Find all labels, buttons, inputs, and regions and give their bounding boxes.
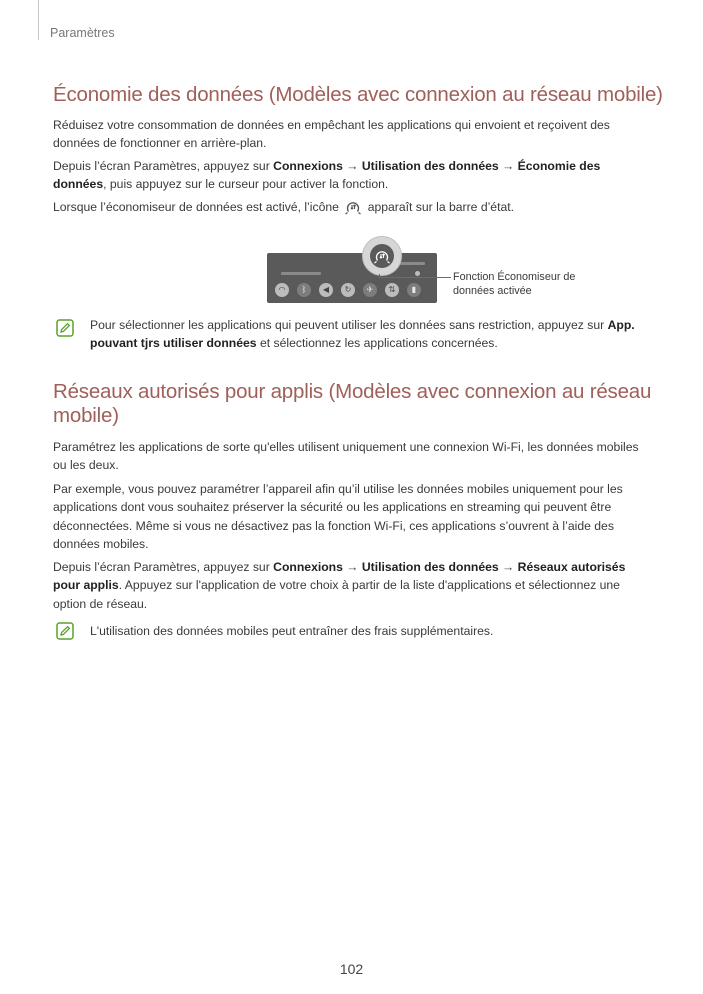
data-saver-icon xyxy=(373,248,391,264)
bluetooth-toggle-icon: ᛒ xyxy=(297,283,311,297)
menu-connexions: Connexions xyxy=(273,560,343,574)
quick-settings-row xyxy=(275,283,421,297)
menu-always-allowed-apps: App. pouvant tjrs utiliser données xyxy=(90,318,635,351)
menu-data-usage: Utilisation des données xyxy=(361,159,499,173)
wifi-toggle-icon: ◠ xyxy=(275,283,289,297)
magnified-status-icon xyxy=(362,236,402,276)
data-saver-status-info: Lorsque l’économiseur de données est activé, l’icône apparaît sur la barre d’état. xyxy=(53,200,515,214)
allowed-networks-intro: Paramétrez les applications de sorte qu'elles utilisent uniquement une connexion Wi-Fi, les données mobiles ou les deux. xyxy=(53,440,639,473)
data-saver-intro: Réduisez votre consommation de données en empêchant les applications qui envoient et reçoivent des données de fonctionner en arrière-plan. xyxy=(53,118,610,151)
menu-data-usage: Utilisation des données xyxy=(361,560,499,574)
settings-dot-icon xyxy=(415,271,420,276)
airplane-toggle-icon: ✈ xyxy=(363,283,377,297)
mobile-data-toggle-icon: ⇅ xyxy=(385,283,399,297)
header-divider xyxy=(38,0,39,40)
section-title-data-saver: Économie des données (Modèles avec connexion au réseau mobile) xyxy=(53,83,663,106)
placeholder-text-bar xyxy=(281,272,321,275)
note-pencil-icon xyxy=(56,622,74,640)
sound-toggle-icon: ◀ xyxy=(319,283,333,297)
note-unrestricted-apps: Pour sélectionner les applications qui peuvent utiliser les données sans restriction, appuyez sur App. pouvant tjrs utiliser données et sélectionnez les applications concernées. xyxy=(90,318,635,351)
data-saver-instructions: Depuis l’écran Paramètres, appuyez sur Connexions → Utilisation des données → Économie des données, puis appuyez sur le curseur pour activer la fonction. xyxy=(53,159,601,192)
page-number: 102 xyxy=(339,961,364,977)
section-title-allowed-networks: Réseaux autorisés pour applis (Modèles avec connexion au réseau mobile) xyxy=(53,380,652,427)
note-mobile-data-charges: L'utilisation des données mobiles peut entraîner des frais supplémentaires. xyxy=(90,624,494,638)
allowed-networks-example: Par exemple, vous pouvez paramétrer l’appareil afin qu’il utilise les données mobiles uniquement pour les applications dont vous souhaitez préserver la sécurité ou les applications en streaming qui peuvent être déconnectées. Même si vous ne désactivez pas la fonction Wi-Fi, ces applications s’ouvrent à l’aide des données mobiles. xyxy=(53,482,623,552)
note-pencil-icon xyxy=(56,319,74,337)
auto-rotate-toggle-icon: ↻ xyxy=(341,283,355,297)
callout-label: Fonction Économiseur de données activée xyxy=(453,271,576,297)
running-header: Paramètres xyxy=(50,26,115,40)
data-saver-icon xyxy=(344,199,362,215)
flashlight-toggle-icon: ▮ xyxy=(407,283,421,297)
menu-connexions: Connexions xyxy=(273,159,343,173)
menu-data-saver: Économie des données xyxy=(53,159,601,192)
callout-leader-line xyxy=(379,277,451,278)
allowed-networks-instructions: Depuis l’écran Paramètres, appuyez sur Connexions → Utilisation des données → Réseaux autorisés pour applis. Appuyez sur l'application de votre choix à partir de la liste d'applications et sélectionnez une option de réseau. xyxy=(53,560,626,611)
quick-panel-illustration xyxy=(267,253,437,303)
menu-allowed-networks: Réseaux autorisés pour applis xyxy=(53,560,626,593)
